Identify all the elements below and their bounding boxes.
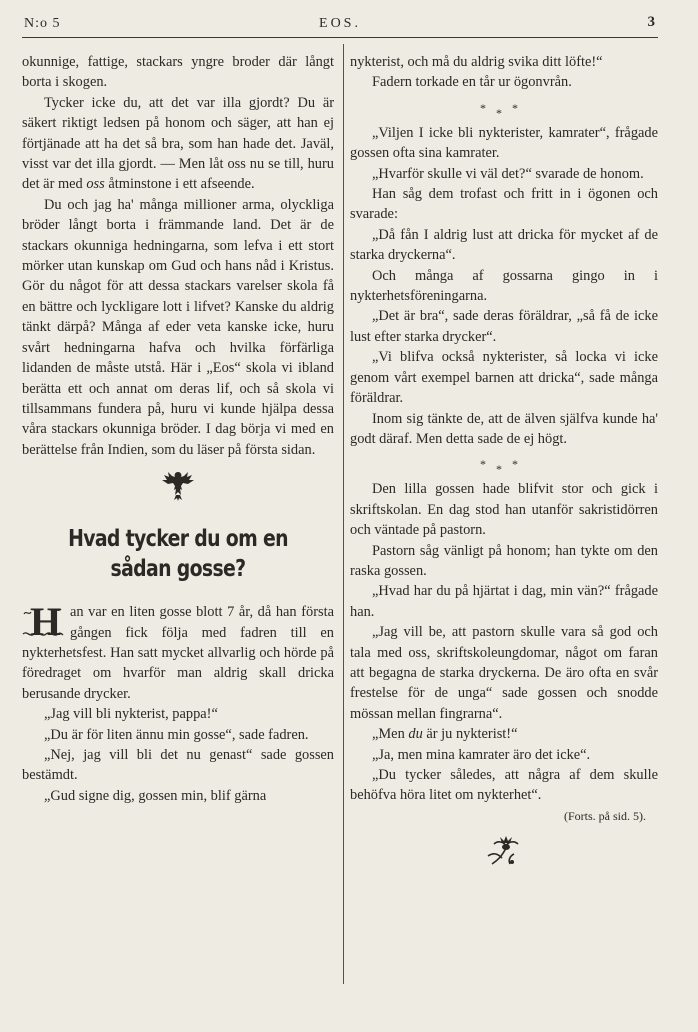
header-rule (22, 37, 658, 38)
paragraph: „Jag vill bli nykterist, pappa!“ (44, 706, 218, 723)
paragraph: Tycker icke du, att det var illa gjordt? Du är säkert riktigt ledsen på honom och säger, att han ej förtjänade att ha det så bra, som han hade det. Javäl, visst var det illa gjordt. — Men låt oss nu se till, huru det är med oss åtminstone i ett afseende. (22, 94, 334, 193)
paragraph: H an var en liten gosse blott 7 år, då han första gången fick följa med fadren till en nykterhetsfest. Han satt mycket allvarlig och hörde på föredraget om hvarför man aldrig skall dricka berusande drycker. (22, 604, 334, 702)
eagle-ornament-icon (22, 460, 334, 510)
column-divider (343, 44, 344, 984)
paragraph: „Du tycker således, att några af dem skulle behöfva höra litet om nykterhet“. (350, 767, 658, 804)
paragraph: „Viljen I icke bli nykterister, kamrater“, frågade gossen ofta sina kamrater. (350, 124, 658, 162)
paragraph: okunnige, fattige, stackars yngre broder där långt borta i skogen. (22, 54, 334, 91)
page-number: 3 (647, 14, 656, 30)
emphasis: oss (86, 176, 105, 193)
left-column (22, 52, 334, 806)
thistle-ornament-icon (350, 834, 658, 874)
section-separator: *** (480, 457, 528, 477)
right-column (350, 52, 658, 874)
paragraph: Och många af gossarna gingo in i nykterhetsföreningarna. (350, 267, 658, 305)
emphasis: du (408, 726, 423, 743)
paragraph: „Nej, jag vill bli det nu genast“ sade gossen bestämdt. (22, 746, 334, 784)
paragraph: „Då fån I aldrig lust att dricka för mycket af de starka dryckerna“. (350, 226, 658, 264)
dropcap-letter: H (22, 604, 64, 642)
paragraph: „Jag vill be, att pastorn skulle vara så god och tala med oss, skriftskoleungdomar, något om faran att begagna de starka dryckerna. De äro ofta en svår frestelse för de unga“ sade gossen och snodde mössan mellan fingrarna“. (350, 624, 658, 722)
issue-number: N:o 5 (24, 16, 61, 31)
page-header (22, 14, 658, 36)
paragraph: Den lilla gossen hade blifvit stor och gick i skriftskolan. En dag stod han utanför sakristidörren och väntade på pastorn. (350, 481, 658, 539)
continuation-note: (Forts. på sid. 5). (564, 808, 646, 823)
paragraph: Han såg dem trofast och fritt in i ögonen och svarade: (350, 186, 658, 223)
paragraph: „Du är för liten ännu min gosse“, sade fadren. (44, 726, 309, 743)
paragraph: „Det är bra“, sade deras föräldrar, „så få de icke lust efter starka drycker“. (350, 308, 658, 345)
paragraph: Fadern torkade en tår ur ögonvrån. (372, 74, 572, 91)
paragraph: „Hvad har du på hjärtat i dag, min vän?“ frågade han. (350, 583, 658, 620)
paragraph: Du och jag ha' många millioner arma, olyckliga bröder långt borta i främmande land. Det är de stackars okunniga hedningarna, som lefva i ett stort mörker utan kunskap om Gud och hans nåd i Kristus. Gör du något för att dessa stackars varelser skola få en bättre och lyckligare lott i lifvet? Kanske du aldrig tänkt därpå? Många af eder veta kanske icke, huru svårt hedningarna hafva och hvilka förfärliga lidanden de måste utstå. Här i „Eos“ skola vi ibland berätta ett och annat om deras lif, och så skola vi tillsammans fundera på, huru vi kunde hjälpa dessa våra stackars okunniga bröder. I dag börja vi med en berättelse från Indien, som du läser på första sidan. (22, 196, 334, 458)
section-separator: *** (480, 100, 528, 120)
paragraph: „Gud signe dig, gossen min, blif gärna (44, 787, 267, 804)
paragraph: Inom sig tänkte de, att de älven själfva kunde ha' godt däraf. Men detta sade de ej högt. (350, 410, 658, 447)
paragraph: „Vi blifva också nykterister, så locka vi icke genom vårt exempel barnen att dricka“, sade många föräldrar. (350, 349, 658, 407)
paragraph: Pastorn såg vänligt på honom; han tykte om den raska gossen. (350, 542, 658, 579)
paragraph: „Ja, men mina kamrater äro det icke“. (372, 746, 591, 763)
masthead-title: EOS. (319, 16, 361, 31)
article-headline: Hvad tycker du om en sådan gosse? (68, 526, 288, 583)
paragraph: nykterist, och må du aldrig svika ditt löfte!“ (350, 54, 603, 70)
paragraph: „Hvarför skulle vi väl det?“ svarade de honom. (372, 165, 644, 182)
paragraph: „Men du är ju nykterist!“ (372, 726, 518, 743)
